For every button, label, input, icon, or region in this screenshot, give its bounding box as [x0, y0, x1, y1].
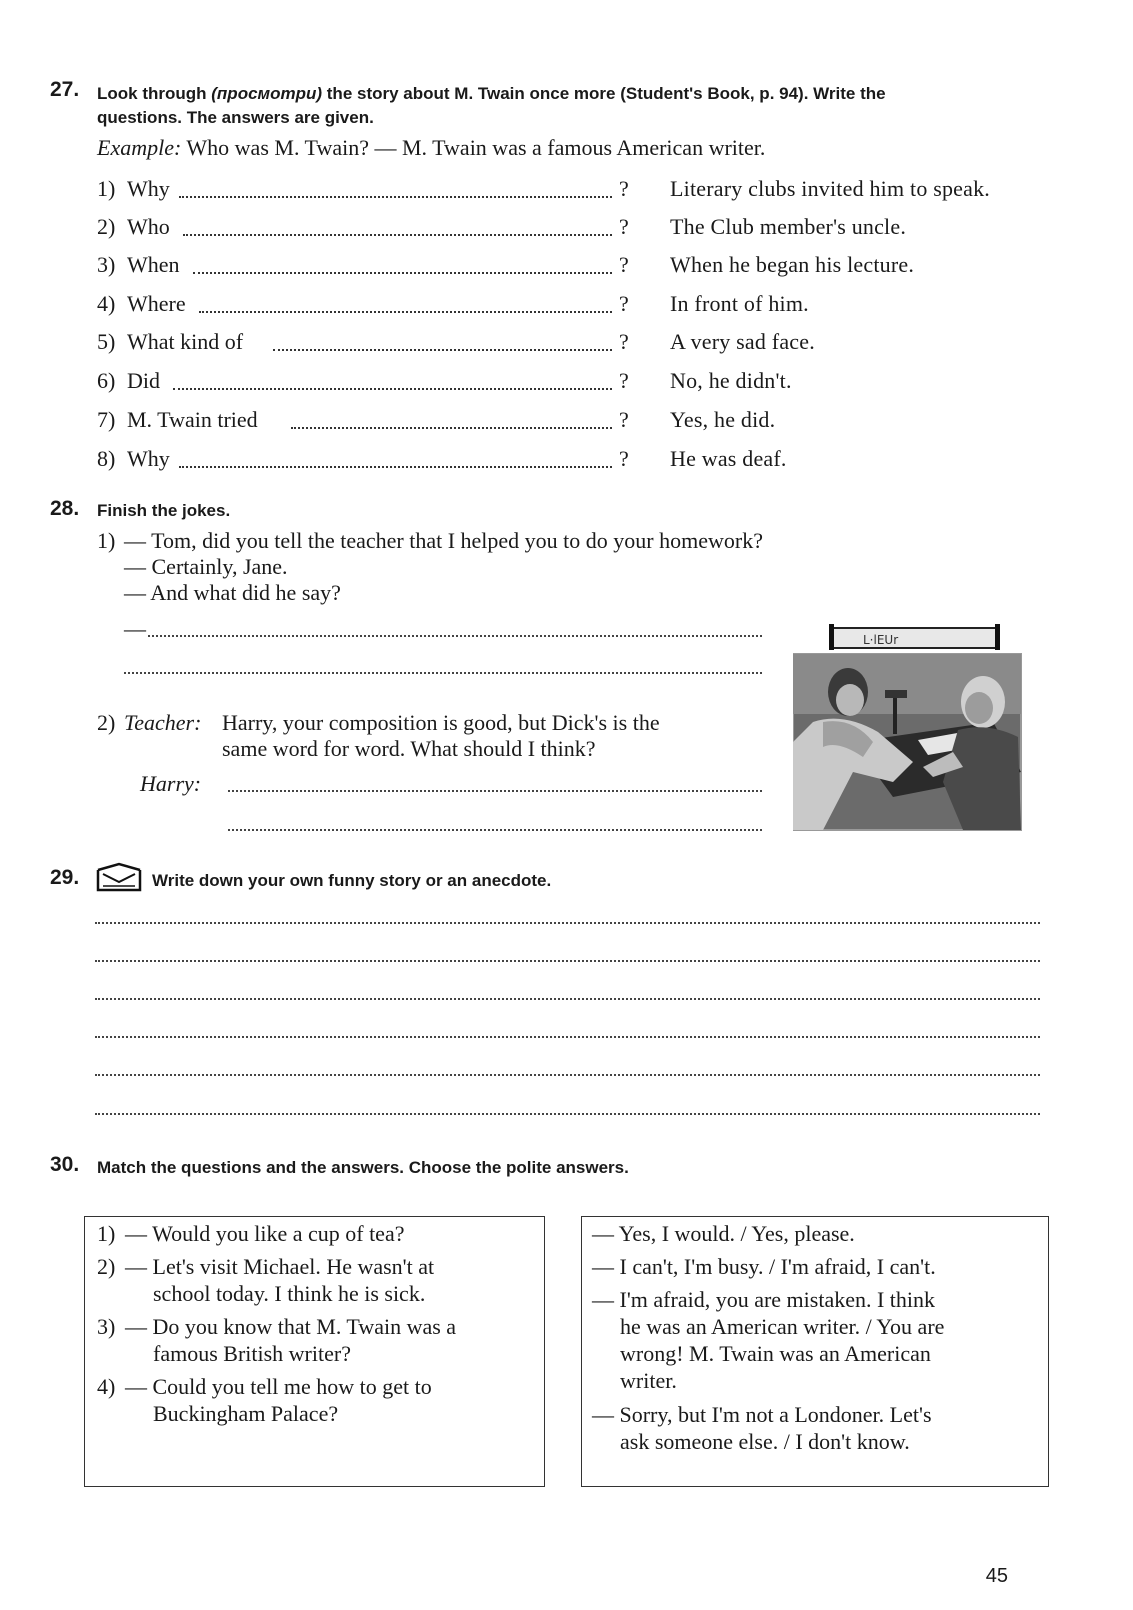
- joke-1-answer-dash: —: [124, 616, 146, 641]
- given-answer: When he began his lecture.: [670, 252, 915, 277]
- match-question-text: — Do you know that M. Twain was a: [125, 1314, 457, 1339]
- match-question-text: — Would you like a cup of tea?: [125, 1221, 405, 1246]
- question-row: [97, 329, 1037, 359]
- match-question-text: — Let's visit Michael. He wasn't at: [125, 1254, 435, 1279]
- match-question-number: 3): [97, 1314, 116, 1339]
- exercise-29-instruction: Write down your own funny story or an anecdote.: [152, 871, 552, 890]
- question-number: 5): [97, 329, 116, 354]
- match-answer-text: — I can't, I'm busy. / I'm afraid, I can't.: [592, 1254, 936, 1279]
- exercise-27-example: Example: Who was M. Twain? — M. Twain was a famous American writer.: [97, 135, 766, 160]
- given-answer: Yes, he did.: [670, 407, 776, 432]
- question-number: 7): [97, 407, 116, 432]
- question-mark: ?: [619, 407, 629, 432]
- story-line-1[interactable]: [95, 922, 1040, 924]
- given-answer: Literary clubs invited him to speak.: [670, 176, 991, 201]
- svg-text:L·lEUr: L·lEUr: [863, 633, 899, 647]
- question-answer-blank[interactable]: [193, 272, 612, 274]
- question-mark: ?: [619, 214, 629, 239]
- question-answer-blank[interactable]: [199, 311, 612, 313]
- questions-box: [84, 1216, 545, 1487]
- story-line-6[interactable]: [95, 1113, 1040, 1115]
- question-row: [97, 176, 1037, 206]
- match-question-text: — Could you tell me how to get to: [125, 1374, 432, 1399]
- exercise-28-number: 28.: [50, 497, 80, 520]
- match-answer-text: — Sorry, but I'm not a Londoner. Let's: [592, 1402, 932, 1427]
- match-question-text: school today. I think he is sick.: [153, 1281, 426, 1306]
- exercise-30-number: 30.: [50, 1153, 80, 1176]
- story-line-3[interactable]: [95, 998, 1040, 1000]
- given-answer: The Club member's uncle.: [670, 214, 907, 239]
- joke-2-answer-line-1[interactable]: [228, 790, 762, 792]
- question-start-word: Why: [127, 446, 170, 471]
- given-answer: No, he didn't.: [670, 368, 792, 393]
- page-number: 45: [985, 1565, 1008, 1587]
- match-answer-text: writer.: [620, 1368, 677, 1393]
- question-start-word: Why: [127, 176, 170, 201]
- question-row: [97, 407, 1037, 437]
- question-start-word: Where: [127, 291, 186, 316]
- match-question-number: 4): [97, 1374, 116, 1399]
- exercise-27-instruction: Look through (просмотри) the story about M. Twain once more (Student's Book, p. 94). Write the questions. The answers are given.: [97, 84, 886, 127]
- question-row: [97, 214, 1037, 244]
- question-mark: ?: [619, 329, 629, 354]
- question-row: [97, 368, 1037, 398]
- match-question-text: Buckingham Palace?: [153, 1401, 339, 1426]
- question-number: 4): [97, 291, 116, 316]
- exercise-30-instruction: Match the questions and the answers. Choose the polite answers.: [97, 1158, 629, 1177]
- joke-2-answer-line-2[interactable]: [228, 829, 762, 831]
- question-number: 1): [97, 176, 116, 201]
- question-row: [97, 446, 1037, 476]
- question-answer-blank[interactable]: [179, 196, 612, 198]
- exercise-27-number: 27.: [50, 78, 80, 101]
- given-answer: He was deaf.: [670, 446, 787, 471]
- joke-2-teacher-text: Harry, your composition is good, but Dick's is the same word for word. What should I think?: [222, 710, 660, 761]
- story-line-2[interactable]: [95, 960, 1040, 962]
- question-answer-blank[interactable]: [179, 466, 612, 468]
- joke-1-answer-line-1[interactable]: [148, 635, 762, 637]
- answers-box: [581, 1216, 1049, 1487]
- question-answer-blank[interactable]: [291, 427, 612, 429]
- question-start-word: M. Twain tried: [127, 407, 258, 432]
- joke-1-dialogue: — Tom, did you tell the teacher that I helped you to do your homework? — Certainly, Jane. — And what did he say?: [124, 528, 763, 605]
- match-answer-text: wrong! M. Twain was an American: [620, 1341, 931, 1366]
- joke-2-harry-label: Harry:: [140, 771, 202, 796]
- question-mark: ?: [619, 252, 629, 277]
- joke-2-number: 2): [97, 710, 116, 735]
- match-answer-text: he was an American writer. / You are: [620, 1314, 945, 1339]
- question-mark: ?: [619, 291, 629, 316]
- question-number: 3): [97, 252, 116, 277]
- question-row: [97, 252, 1037, 282]
- classroom-photo: [793, 622, 1023, 832]
- question-mark: ?: [619, 176, 629, 201]
- joke-1-number: 1): [97, 528, 116, 553]
- question-start-word: Who: [127, 214, 170, 239]
- notebook-write-icon: [95, 862, 143, 892]
- question-mark: ?: [619, 368, 629, 393]
- joke-2-teacher-label: Teacher:: [124, 710, 202, 735]
- question-number: 8): [97, 446, 116, 471]
- match-answer-text: — I'm afraid, you are mistaken. I think: [592, 1287, 936, 1312]
- question-start-word: What kind of: [127, 329, 244, 354]
- joke-1-answer-line-2[interactable]: [124, 672, 762, 674]
- question-answer-blank[interactable]: [173, 388, 612, 390]
- question-mark: ?: [619, 446, 629, 471]
- question-start-word: When: [127, 252, 180, 277]
- given-answer: In front of him.: [670, 291, 809, 316]
- match-answer-text: ask someone else. / I don't know.: [620, 1429, 910, 1454]
- story-line-5[interactable]: [95, 1074, 1040, 1076]
- question-row: [97, 291, 1037, 321]
- match-question-text: famous British writer?: [153, 1341, 351, 1366]
- question-number: 2): [97, 214, 116, 239]
- question-answer-blank[interactable]: [273, 349, 612, 351]
- given-answer: A very sad face.: [670, 329, 815, 354]
- match-answer-text: — Yes, I would. / Yes, please.: [592, 1221, 855, 1246]
- match-question-number: 2): [97, 1254, 116, 1279]
- question-start-word: Did: [127, 368, 160, 393]
- match-question-number: 1): [97, 1221, 116, 1246]
- joke-illustration: [793, 622, 1023, 832]
- exercise-29-number: 29.: [50, 866, 80, 889]
- question-answer-blank[interactable]: [183, 234, 612, 236]
- story-line-4[interactable]: [95, 1036, 1040, 1038]
- exercise-28-instruction: Finish the jokes.: [97, 501, 231, 520]
- question-number: 6): [97, 368, 116, 393]
